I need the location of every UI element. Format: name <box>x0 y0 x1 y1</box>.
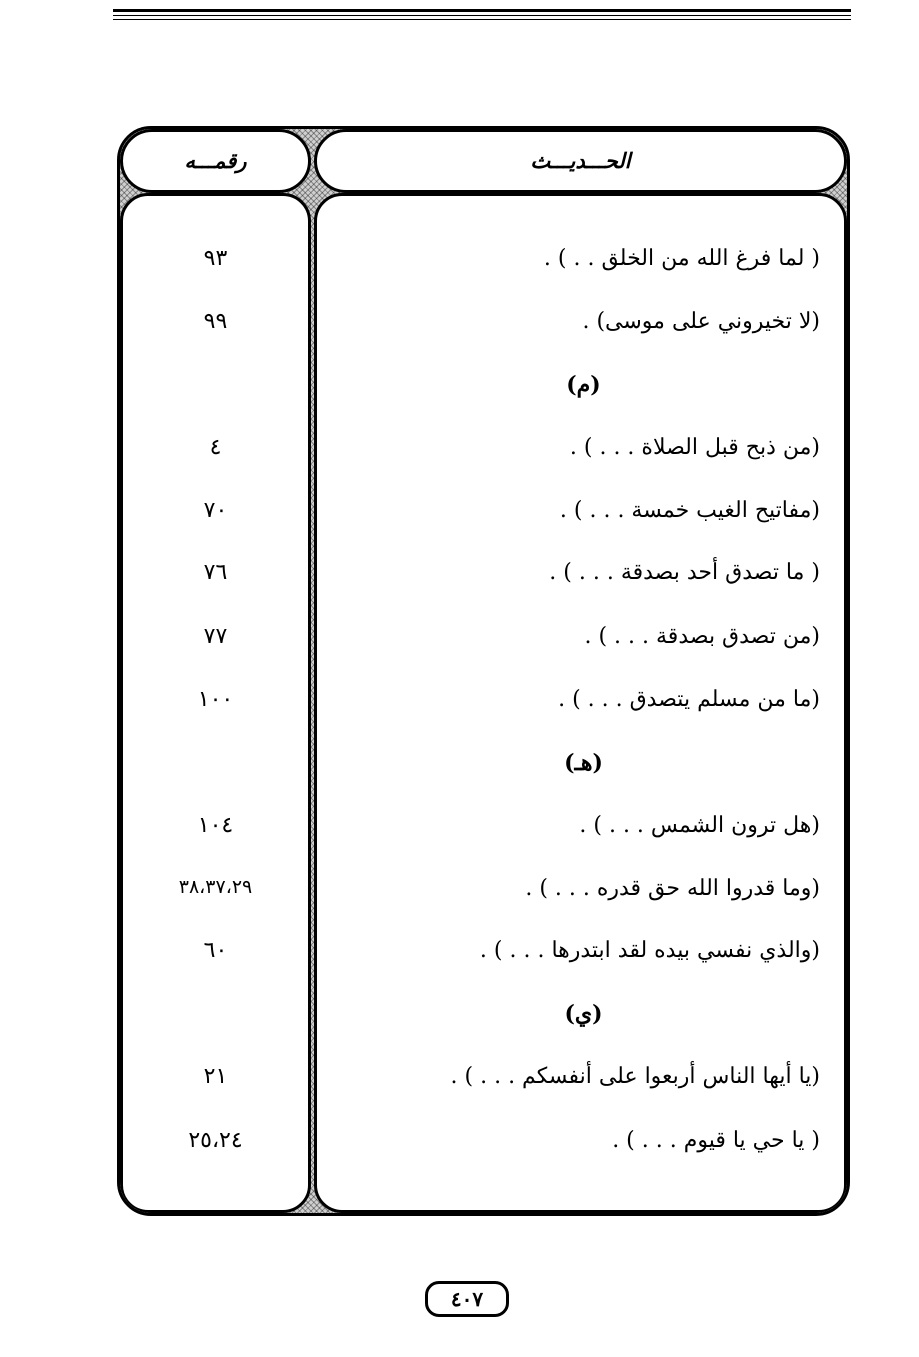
hadith-entry: (يا أيها الناس أربعوا على أنفسكم . . . ) . <box>450 1064 820 1089</box>
top-rule <box>113 9 851 12</box>
hadith-entry: (لا تخيروني على موسى) . <box>582 309 820 334</box>
hadith-entry: ( لما فرغ الله من الخلق . . ) . <box>543 246 820 271</box>
hadith-number: ٧٦ <box>203 560 228 585</box>
hadith-entry: (هل ترون الشمس . . . ) . <box>579 813 820 838</box>
hadith-number: ٣٨،٣٧،٢٩ <box>178 876 253 898</box>
hadith-header-label: الحـــديـــث <box>530 149 631 173</box>
top-rule <box>113 15 851 16</box>
hadith-entry: (من ذبح قبل الصلاة . . . ) . <box>569 435 820 460</box>
hadith-number: ٧٧ <box>203 624 228 649</box>
hadith-number: ١٠٤ <box>197 813 234 838</box>
hadith-number: ٩٩ <box>203 309 228 334</box>
hadith-number: ١٠٠ <box>197 687 234 712</box>
hadith-number: ٢١ <box>203 1064 228 1089</box>
hadith-number: ٤ <box>209 435 222 460</box>
letter-heading: (هـ) <box>564 750 603 776</box>
hadith-number: ٢٥،٢٤ <box>188 1128 243 1153</box>
letter-heading: (ي) <box>564 1001 603 1027</box>
page-number: ٤٠٧ <box>425 1281 509 1317</box>
hadith-entry: (وما قدروا الله حق قدره . . . ) . <box>525 876 820 901</box>
hadith-entry: (والذي نفسي بيده لقد ابتدرها . . . ) . <box>479 938 820 963</box>
hadith-entry: ( يا حي يا قيوم . . . ) . <box>612 1128 820 1153</box>
index-table <box>117 126 850 1216</box>
hadith-number: ٩٣ <box>203 246 228 271</box>
hadith-entry: (من تصدق بصدقة . . . ) . <box>584 624 820 649</box>
number-column <box>120 193 311 1213</box>
hadith-column-header <box>314 129 847 193</box>
top-rule <box>113 19 851 20</box>
hadith-column <box>314 193 847 1213</box>
hadith-number: ٧٠ <box>203 498 228 523</box>
number-column-header <box>120 129 311 193</box>
hadith-number: ٦٠ <box>203 938 228 963</box>
hadith-entry: (ما من مسلم يتصدق . . . ) . <box>558 687 820 712</box>
letter-heading: (م) <box>566 372 601 398</box>
number-header-label: رقمـــه <box>184 149 247 173</box>
hadith-entry: (مفاتيح الغيب خمسة . . . ) . <box>559 498 820 523</box>
hadith-entry: ( ما تصدق أحد بصدقة . . . ) . <box>549 560 820 585</box>
